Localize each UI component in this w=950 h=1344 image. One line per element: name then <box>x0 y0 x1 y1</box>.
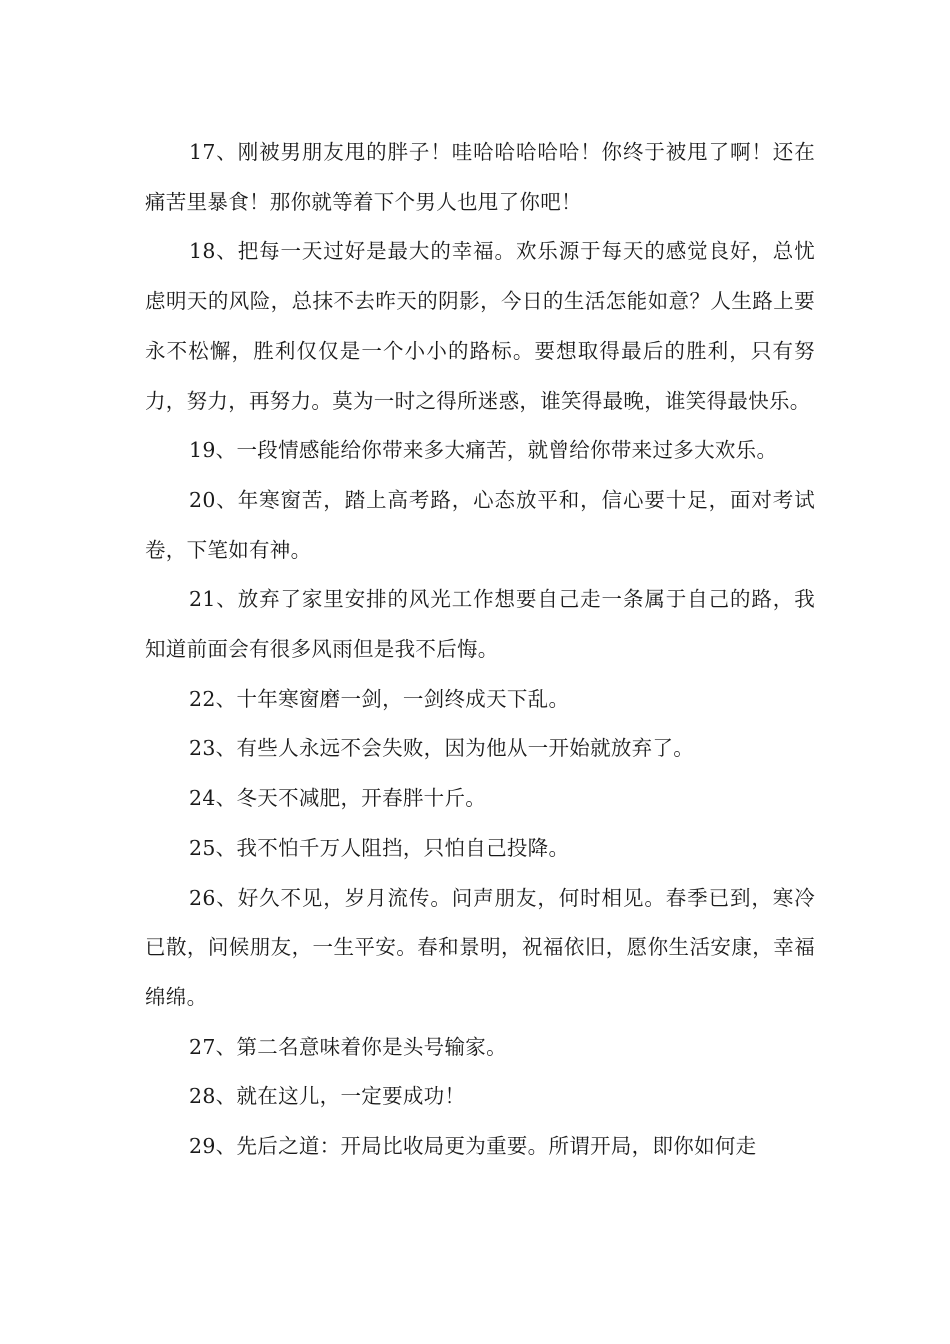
paragraph-26: 26、好久不见，岁月流传。问声朋友，何时相见。春季已到，寒冷已散，问候朋友，一生平安。春和景明，祝福依旧，愿你生活安康，幸福绵绵。 <box>145 885 815 1009</box>
paragraph-28: 28、就在这儿，一定要成功！ <box>189 1084 466 1109</box>
document-body <box>145 128 815 1172</box>
paragraph-19: 19、一段情感能给你带来多大痛苦，就曾给你带来过多大欢乐。 <box>189 438 778 463</box>
paragraph-20: 20、年寒窗苦，踏上高考路，心态放平和，信心要十足，面对考试卷，下笔如有神。 <box>145 487 815 562</box>
paragraph-18: 18、把每一天过好是最大的幸福。欢乐源于每天的感觉良好，总忧虑明天的风险，总抹不去昨天的阴影，今日的生活怎能如意？人生路上要永不松懈，胜利仅仅是一个小小的路标。要想取得最后的胜利，只有努力，努力，再努力。莫为一时之得所迷惑，谁笑得最晚，谁笑得最快乐。 <box>145 239 815 413</box>
paragraph-22: 22、十年寒窗磨一剑，一剑终成天下乱。 <box>189 686 570 711</box>
paragraph-24: 24、冬天不减肥，开春胖十斤。 <box>189 786 487 811</box>
paragraph-21: 21、放弃了家里安排的风光工作想要自己走一条属于自己的路，我知道前面会有很多风雨但是我不后悔。 <box>145 587 815 662</box>
paragraph-29: 29、先后之道：开局比收局更为重要。所谓开局，即你如何走 <box>189 1134 757 1159</box>
paragraph-25: 25、我不怕千万人阻挡，只怕自己投降。 <box>189 835 570 860</box>
paragraph-17: 17、刚被男朋友甩的胖子！哇哈哈哈哈哈！你终于被甩了啊！还在痛苦里暴食！那你就等着下个男人也甩了你吧！ <box>145 140 815 214</box>
paragraph-23: 23、有些人永远不会失败，因为他从一开始就放弃了。 <box>189 736 695 761</box>
paragraph-27: 27、第二名意味着你是头号输家。 <box>189 1034 507 1059</box>
